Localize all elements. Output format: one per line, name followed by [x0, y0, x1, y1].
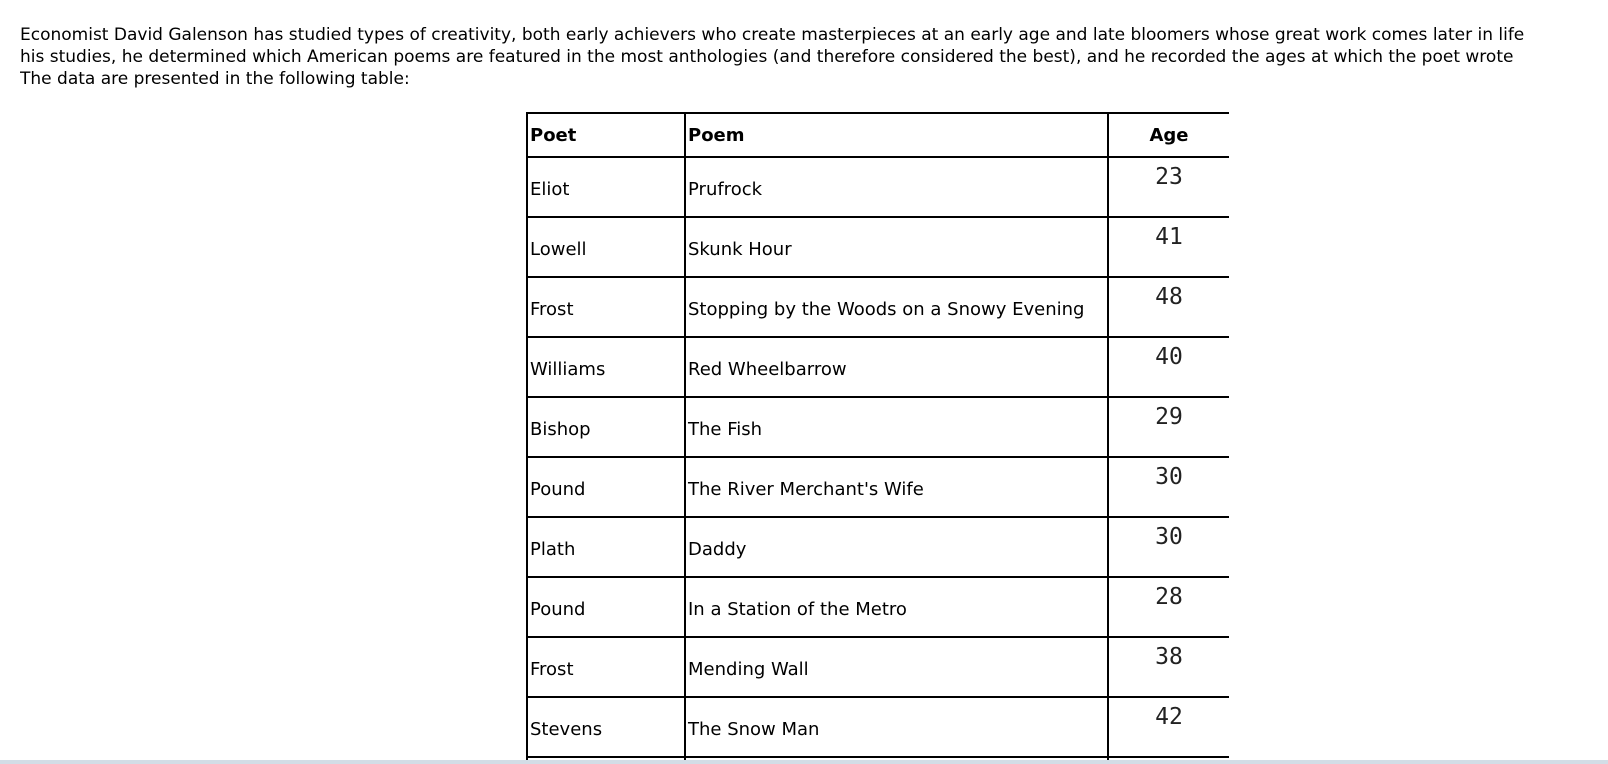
poet-cell: Frost: [527, 277, 685, 337]
age-cell: 38: [1108, 637, 1229, 697]
poem-cell: Mending Wall: [685, 637, 1108, 697]
table-row: [527, 277, 1229, 337]
column-header-age: Age: [1108, 113, 1229, 157]
age-cell: 29: [1108, 397, 1229, 457]
intro-paragraph: [20, 24, 1608, 90]
poem-cell: In a Station of the Metro: [685, 577, 1108, 637]
table-body: [527, 157, 1229, 764]
poem-cell: Red Wheelbarrow: [685, 337, 1108, 397]
table-row: [527, 577, 1229, 637]
intro-line: The data are presented in the following table:: [20, 69, 410, 89]
age-cell: 42: [1108, 697, 1229, 757]
intro-line: Economist David Galenson has studied types of creativity, both early achievers who create masterpieces at an early age and late bloomers whose great work comes later in life: [20, 25, 1525, 45]
table-row: [527, 397, 1229, 457]
age-cell: 28: [1108, 577, 1229, 637]
table-row: [527, 217, 1229, 277]
age-cell: 40: [1108, 337, 1229, 397]
table-row: [527, 337, 1229, 397]
age-cell: 30: [1108, 517, 1229, 577]
column-header-poet: Poet: [527, 113, 685, 157]
poet-cell: Eliot: [527, 157, 685, 217]
poet-cell: Frost: [527, 637, 685, 697]
poet-cell: Pound: [527, 577, 685, 637]
poems-table: [526, 112, 1229, 764]
age-cell: 48: [1108, 277, 1229, 337]
window-bottom-edge: [0, 760, 1608, 764]
poem-cell: Prufrock: [685, 157, 1108, 217]
age-cell: 23: [1108, 157, 1229, 217]
poet-cell: Williams: [527, 337, 685, 397]
poem-cell: Skunk Hour: [685, 217, 1108, 277]
poems-table-container: [526, 112, 1229, 764]
table-row: [527, 517, 1229, 577]
table-row: [527, 157, 1229, 217]
table-row: [527, 637, 1229, 697]
table-header-row: [527, 113, 1229, 157]
intro-line: his studies, he determined which American poems are featured in the most anthologies (and therefore considered the best), and he recorded the ages at which the poet wrote: [20, 47, 1514, 67]
poet-cell: Plath: [527, 517, 685, 577]
age-cell: 41: [1108, 217, 1229, 277]
poem-cell: The Fish: [685, 397, 1108, 457]
poem-cell: Stopping by the Woods on a Snowy Evening: [685, 277, 1108, 337]
poet-cell: Stevens: [527, 697, 685, 757]
poem-cell: Daddy: [685, 517, 1108, 577]
poem-cell: The River Merchant's Wife: [685, 457, 1108, 517]
poet-cell: Lowell: [527, 217, 685, 277]
column-header-poem: Poem: [685, 113, 1108, 157]
age-cell: 30: [1108, 457, 1229, 517]
poem-cell: The Snow Man: [685, 697, 1108, 757]
table-row: [527, 697, 1229, 757]
poet-cell: Pound: [527, 457, 685, 517]
poet-cell: Bishop: [527, 397, 685, 457]
table-row: [527, 457, 1229, 517]
